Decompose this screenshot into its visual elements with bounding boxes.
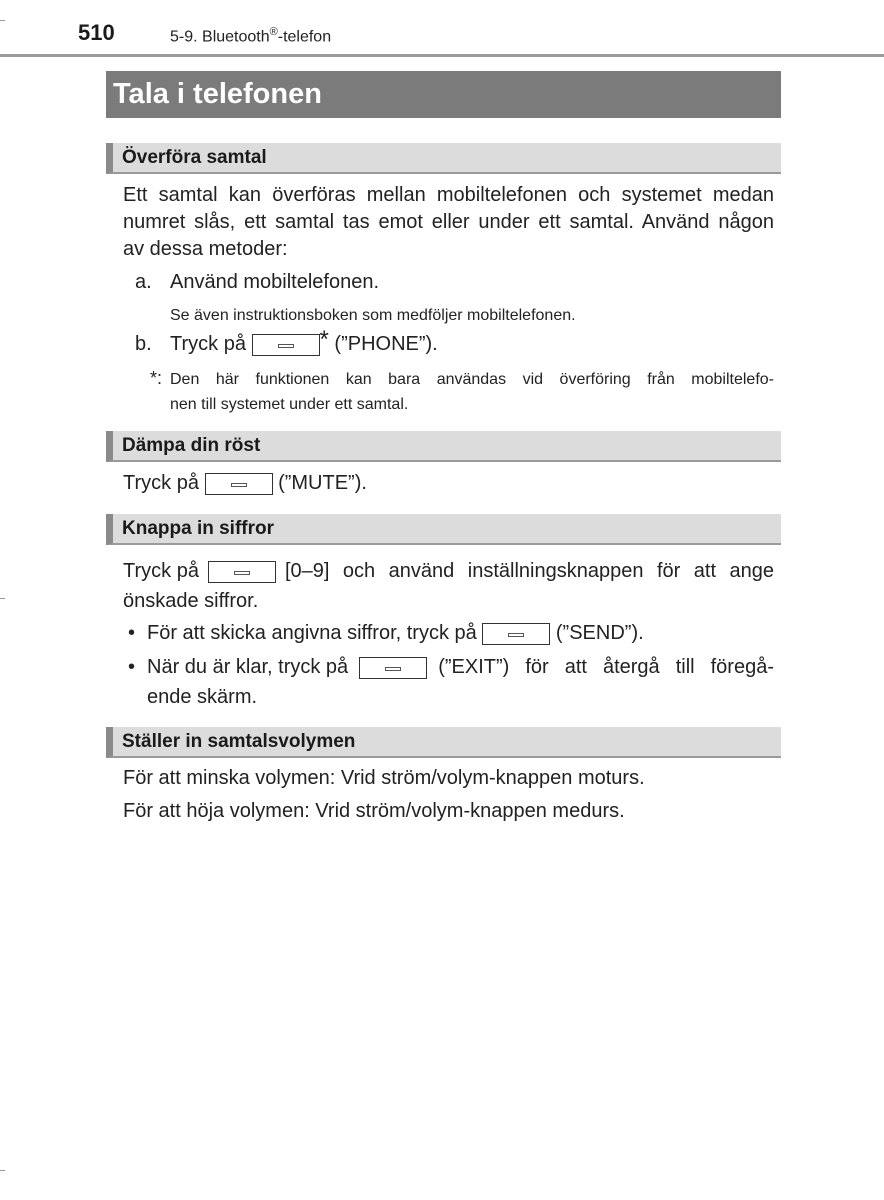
exit-line2: ende skärm. <box>147 686 258 708</box>
digits-line2: önskade siffror. <box>123 590 259 612</box>
exit-pre: När du är klar, tryck på <box>147 656 349 678</box>
item-a-note: Se även instruktionsboken som medföljer mobiltelefonen. <box>170 307 576 324</box>
bullet-marker: • <box>128 656 136 678</box>
button-bar-icon <box>234 571 250 575</box>
digits-post: [0–9] och använd inställningsknappen för att ange <box>284 560 774 582</box>
bullet-marker: • <box>128 622 136 644</box>
header-rule <box>0 54 884 57</box>
footnote-line2: nen till systemet under ett samtal. <box>170 396 409 413</box>
registered-mark: ® <box>269 26 278 38</box>
section-heading-volume: Ställer in samtalsvolymen <box>106 727 781 758</box>
page-title: Tala i telefonen <box>106 71 781 118</box>
footnote-marker: *: <box>150 368 163 388</box>
item-b-pre: Tryck på <box>170 333 246 355</box>
button-bar-icon <box>508 633 524 637</box>
transfer-intro-line3: av dessa metoder: <box>123 238 288 260</box>
digits-line1 <box>123 558 774 586</box>
exit-button-icon <box>359 657 427 679</box>
mute-pre: Tryck på <box>123 472 199 494</box>
item-b-marker: b. <box>135 333 152 355</box>
send-line <box>147 620 644 648</box>
phone-button-icon <box>252 334 320 356</box>
send-button-icon <box>482 623 550 645</box>
button-bar-icon <box>231 483 247 487</box>
chapter-title <box>170 26 331 46</box>
digits-button-icon <box>208 561 276 583</box>
section-heading-digits: Knappa in siffror <box>106 514 781 545</box>
mute-button-icon <box>205 473 273 495</box>
item-a-marker: a. <box>135 271 152 293</box>
send-post: (”SEND”). <box>555 622 644 644</box>
margin-mark <box>0 1170 5 1171</box>
exit-post: (”EXIT”) för att återgå till föregå- <box>438 656 774 678</box>
section-heading-mute: Dämpa din röst <box>106 431 781 462</box>
margin-mark <box>0 20 5 21</box>
volume-line2: För att höja volymen: Vrid ström/volym-knappen medurs. <box>123 800 625 822</box>
item-b-line <box>170 326 438 359</box>
exit-line <box>147 654 774 682</box>
margin-mark <box>0 598 5 599</box>
button-bar-icon <box>385 667 401 671</box>
item-b-post: (”PHONE”). <box>334 333 438 355</box>
chapter-prefix: 5-9. Bluetooth <box>170 28 270 46</box>
volume-line1: För att minska volymen: Vrid ström/volym-knappen moturs. <box>123 767 645 789</box>
item-b-asterisk: * <box>319 326 329 353</box>
footnote-line1: Den här funktionen kan bara användas vid överföring från mobiltelefo- <box>170 371 774 388</box>
transfer-intro-line2: numret slås, ett samtal tas emot eller under ett samtal. Använd någon <box>123 211 774 233</box>
section-heading-transfer: Överföra samtal <box>106 143 781 174</box>
transfer-intro-line1: Ett samtal kan överföras mellan mobiltelefonen och systemet medan <box>123 184 774 206</box>
chapter-suffix: -telefon <box>277 28 332 46</box>
item-a-text: Använd mobiltelefonen. <box>170 271 380 293</box>
page-number: 510 <box>78 20 115 45</box>
mute-post: (”MUTE”). <box>278 472 367 494</box>
send-pre: För att skicka angivna siffror, tryck på <box>147 622 477 644</box>
button-bar-icon <box>278 344 294 348</box>
mute-line <box>123 470 367 498</box>
digits-pre: Tryck på <box>123 560 199 582</box>
